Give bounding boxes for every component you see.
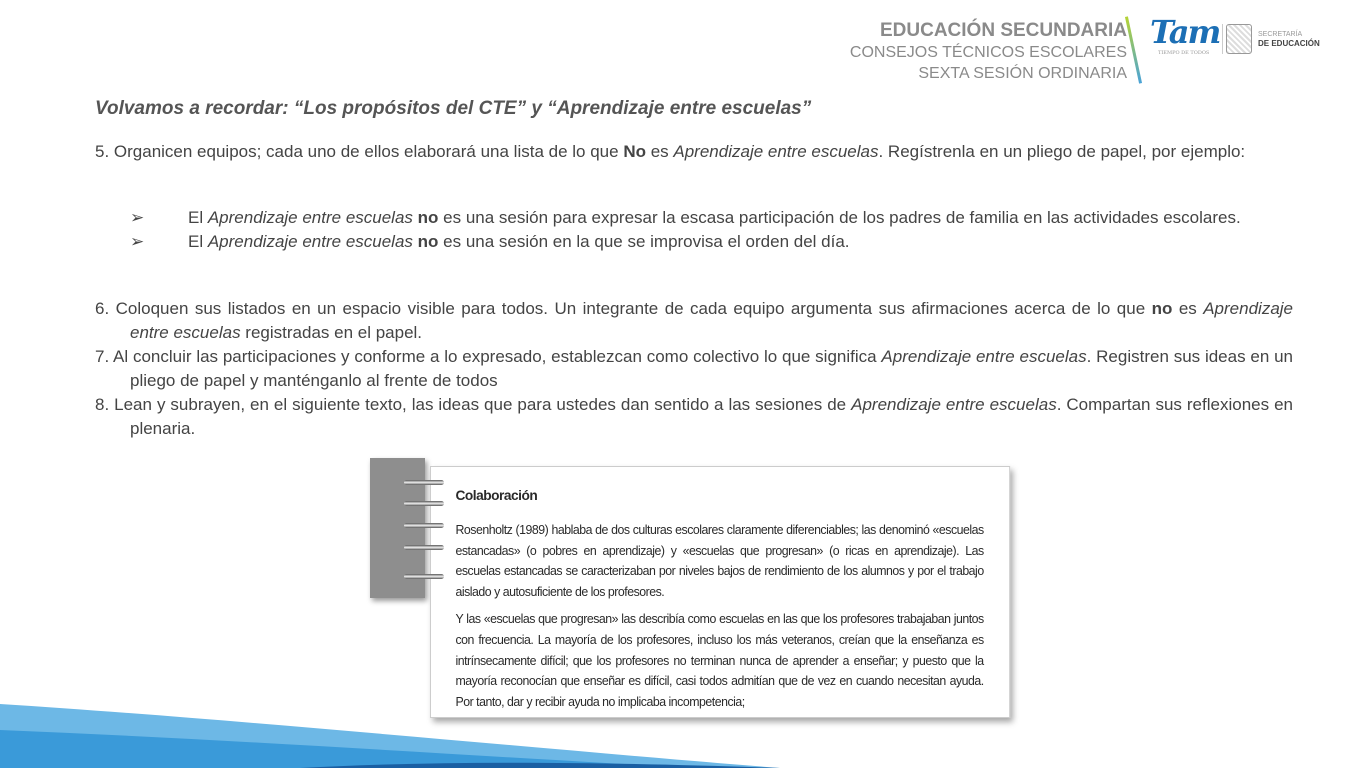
text-segment: es <box>645 142 674 161</box>
text-segment: Aprendizaje entre escuelas <box>881 347 1087 366</box>
sec-line1: SECRETARÍA <box>1258 31 1303 38</box>
text-segment: . Compartan sus reflexiones en plenaria. <box>130 395 1293 438</box>
bullet-list <box>130 206 1293 254</box>
arrow-bullet-icon: ➢ <box>130 232 145 251</box>
bullet-item <box>130 206 1293 230</box>
arrow-bullet-icon: ➢ <box>130 208 145 227</box>
bullet-item <box>130 230 1293 254</box>
item-6 <box>95 297 1293 345</box>
spiral-ring-icon <box>404 480 444 485</box>
logo-separator <box>1222 24 1223 54</box>
text-segment: 5. Organicen equipos; cada uno de ellos elaborará una lista de lo que <box>95 142 624 161</box>
card-paragraph: Y las «escuelas que progresan» las describía como escuelas en las que los profesores trabajaban juntos con frecuencia. La mayoría de los profesores, incluso los más veteranos, creían que la enseñanza es intrínsecamente difícil; que los profesores no terminan nunca de aprender a enseñar; y puesto que la mayoría reconocían que enseñar es difícil, casi todos admitían que de vez en cuando necesitan ayuda. Por tanto, dar y recibir ayuda no implicaba incompetencia; <box>455 611 984 710</box>
text-segment: El <box>188 232 208 251</box>
spiral-ring-icon <box>404 545 444 550</box>
text-segment: registradas en el papel. <box>240 323 423 342</box>
items-6-8 <box>95 297 1293 441</box>
text-segment: es una sesión en la que se improvisa el orden del día. <box>438 232 850 251</box>
divider-slash <box>1125 16 1142 83</box>
text-segment: Aprendizaje entre escuelas <box>130 299 1293 342</box>
decorative-swoosh <box>0 700 800 768</box>
tam-logo-sub: TIEMPO DE TODOS <box>1158 50 1210 56</box>
item-5 <box>95 140 1293 164</box>
secretaria-logo <box>1258 30 1320 49</box>
card-paragraph: Rosenholtz (1989) hablaba de dos culturas escolares claramente diferenciables; las denominó «escuelas estancadas» (o pobres en aprendizaje) y «escuelas que progresan» (o ricas en aprendizaje). Las escuelas estancadas se caracterizaban por niveles bajos de rendimiento de los alumnos y por el trabajo aislado y autosuficiente de los profesores. <box>455 522 984 600</box>
header-program: CONSEJOS TÉCNICOS ESCOLARES <box>849 44 1127 61</box>
text-segment: 7. Al concluir las participaciones y conforme a lo expresado, establezcan como colectivo lo que significa <box>95 347 882 366</box>
tam-logo <box>1150 13 1220 64</box>
text-segment: no <box>1151 299 1173 318</box>
text-segment: Aprendizaje entre escuelas <box>207 208 413 227</box>
text-segment: Aprendizaje entre escuelas <box>673 142 879 161</box>
text-segment: Aprendizaje entre escuelas <box>851 395 1057 414</box>
text-segment: Aprendizaje entre escuelas <box>207 232 413 251</box>
spiral-ring-icon <box>404 501 444 506</box>
text-segment: no <box>412 208 439 227</box>
text-segment: es una sesión para expresar la escasa participación de los padres de familia en las actividades escolares. <box>438 208 1241 227</box>
reading-card <box>430 466 1010 718</box>
text-segment: No <box>623 142 646 161</box>
header-session: SEXTA SESIÓN ORDINARIA <box>918 65 1127 82</box>
header-text <box>850 20 1127 84</box>
text-segment: 8. Lean y subrayen, en el siguiente texto, las ideas que para ustedes dan sentido a las sesiones de <box>95 395 852 414</box>
spiral-ring-icon <box>404 574 444 579</box>
page-title: Volvamos a recordar: “Los propósitos del CTE” y “Aprendizaje entre escuelas” <box>95 98 812 119</box>
sec-line2: DE EDUCACIÓN <box>1258 39 1320 48</box>
tam-logo-text: Tam <box>1150 13 1220 51</box>
text-segment: . Regístrenla en un pliego de papel, por ejemplo: <box>878 142 1246 161</box>
text-segment: 6. Coloquen sus listados en un espacio visible para todos. Un integrante de cada equipo argumenta sus afirmaciones acerca de lo que <box>95 299 1152 318</box>
header-level: EDUCACIÓN SECUNDARIA <box>879 20 1127 41</box>
item-7 <box>95 345 1293 393</box>
text-segment: El <box>188 208 208 227</box>
state-seal-icon <box>1226 24 1252 54</box>
text-segment: es <box>1172 299 1204 318</box>
card-heading: Colaboración <box>455 487 538 503</box>
text-segment: no <box>412 232 439 251</box>
item-8 <box>95 393 1293 441</box>
spiral-ring-icon <box>404 523 444 528</box>
text-segment: . Registren sus ideas en un pliego de papel y manténganlo al frente de todos <box>130 347 1293 390</box>
